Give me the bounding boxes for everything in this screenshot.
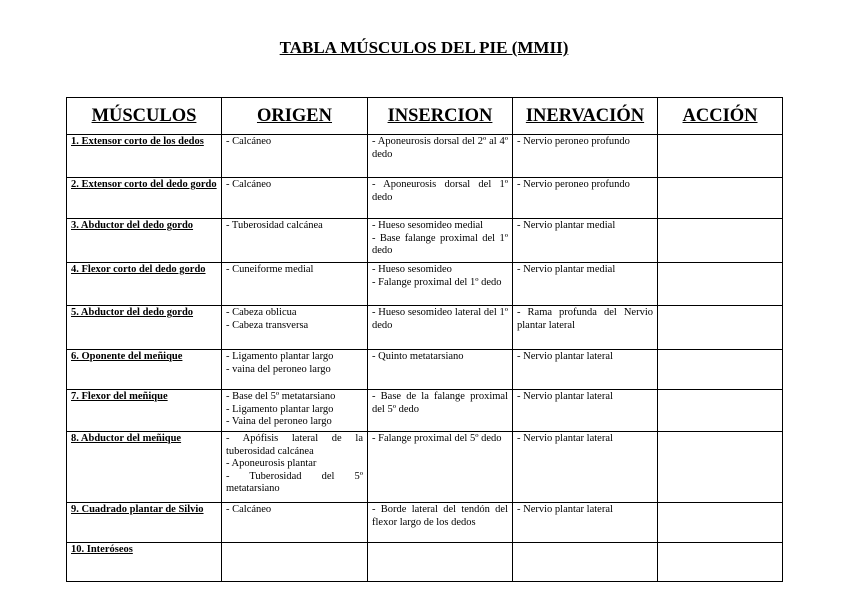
table-row	[67, 178, 783, 219]
origin-item: - Ligamento plantar largo	[226, 351, 334, 362]
origin-cell	[222, 219, 368, 263]
origin-item: - Tuberosidad del 5º metatarsiano	[226, 470, 363, 494]
insertion-cell	[368, 543, 513, 582]
insertion-cell	[368, 390, 513, 432]
action-cell	[658, 306, 783, 350]
insertion-cell	[368, 306, 513, 350]
action-cell	[658, 178, 783, 219]
insertion-item: - Hueso sesomideo	[372, 264, 452, 275]
origin-cell	[222, 350, 368, 390]
insertion-cell	[368, 350, 513, 390]
origin-item: - Ligamento plantar largo	[226, 403, 334, 415]
origin-cell	[222, 135, 368, 178]
origin-cell	[222, 503, 368, 543]
origin-item: - Apófisis lateral de la tuberosidad calcánea	[226, 433, 363, 457]
insertion-cell	[368, 178, 513, 219]
innervation-item: - Rama profunda del Nervio plantar lateral	[517, 307, 653, 331]
origin-item: - Cabeza transversa	[226, 319, 309, 331]
muscle-name: 3. Abductor del dedo gordo	[67, 219, 222, 263]
action-cell	[658, 219, 783, 263]
innervation-item: - Nervio peroneo profundo	[517, 179, 630, 190]
table-row	[67, 503, 783, 543]
header-inervacion: INERVACIÓN	[513, 98, 658, 135]
origin-item: - Cabeza oblicua	[226, 307, 297, 318]
innervation-item: - Nervio plantar medial	[517, 264, 616, 275]
insertion-item: - Hueso sesomideo medial	[372, 220, 484, 231]
muscle-name: 1. Extensor corto de los dedos	[67, 135, 222, 178]
insertion-item: - Base falange proximal del 1º dedo	[372, 232, 508, 256]
innervation-cell	[513, 135, 658, 178]
insertion-item: - Borde lateral del tendón del flexor largo de los dedos	[372, 504, 508, 528]
muscle-name: 10. Interóseos	[67, 543, 222, 582]
muscles-table	[66, 97, 783, 582]
origin-item: - Calcáneo	[226, 179, 272, 190]
insertion-item: - Aponeurosis dorsal del 1º dedo	[372, 179, 508, 203]
innervation-cell	[513, 219, 658, 263]
header-insercion: INSERCION	[368, 98, 513, 135]
innervation-cell	[513, 178, 658, 219]
action-cell	[658, 543, 783, 582]
table-row	[67, 135, 783, 178]
action-cell	[658, 503, 783, 543]
innervation-item: - Nervio plantar lateral	[517, 351, 613, 362]
innervation-cell	[513, 350, 658, 390]
muscle-name: 6. Oponente del meñique	[67, 350, 222, 390]
table-row	[67, 219, 783, 263]
innervation-item: - Nervio plantar medial	[517, 220, 616, 231]
muscle-name: 8. Abductor del meñique	[67, 432, 222, 503]
origin-item: - Calcáneo	[226, 504, 272, 515]
innervation-item: - Nervio plantar lateral	[517, 391, 613, 402]
muscle-name: 7. Flexor del meñique	[67, 390, 222, 432]
table-row	[67, 432, 783, 503]
table-row	[67, 350, 783, 390]
action-cell	[658, 263, 783, 306]
innervation-cell	[513, 306, 658, 350]
header-origen: ORIGEN	[222, 98, 368, 135]
muscle-name: 9. Cuadrado plantar de Silvio	[67, 503, 222, 543]
action-cell	[658, 135, 783, 178]
header-row	[67, 98, 783, 135]
table-row	[67, 543, 783, 582]
origin-item: - Cuneiforme medial	[226, 264, 314, 275]
insertion-item: - Hueso sesomideo lateral del 1º dedo	[372, 307, 508, 331]
insertion-item: - Falange proximal del 1º dedo	[372, 276, 502, 288]
origin-cell	[222, 543, 368, 582]
insertion-cell	[368, 503, 513, 543]
innervation-item: - Nervio plantar lateral	[517, 504, 613, 515]
insertion-item: - Falange proximal del 5º dedo	[372, 433, 502, 444]
insertion-item: - Base de la falange proximal del 5º dedo	[372, 391, 508, 415]
muscle-name: 5. Abductor del dedo gordo	[67, 306, 222, 350]
origin-cell	[222, 263, 368, 306]
muscle-name: 2. Extensor corto del dedo gordo	[67, 178, 222, 219]
insertion-cell	[368, 432, 513, 503]
innervation-cell	[513, 432, 658, 503]
origin-cell	[222, 390, 368, 432]
innervation-item: - Nervio peroneo profundo	[517, 136, 630, 147]
insertion-item: - Quinto metatarsiano	[372, 351, 464, 362]
innervation-cell	[513, 390, 658, 432]
origin-item: - Base del 5º metatarsiano	[226, 391, 336, 402]
insertion-cell	[368, 219, 513, 263]
origin-cell	[222, 306, 368, 350]
insertion-cell	[368, 135, 513, 178]
origin-item: - vaina del peroneo largo	[226, 363, 331, 375]
origin-item: - Tuberosidad calcánea	[226, 220, 323, 231]
header-musculos: MÚSCULOS	[67, 98, 222, 135]
header-accion: ACCIÓN	[658, 98, 783, 135]
table-row	[67, 263, 783, 306]
table-row	[67, 306, 783, 350]
innervation-cell	[513, 503, 658, 543]
action-cell	[658, 350, 783, 390]
origin-cell	[222, 432, 368, 503]
innervation-cell	[513, 263, 658, 306]
origin-item: - Aponeurosis plantar	[226, 458, 317, 469]
innervation-cell	[513, 543, 658, 582]
action-cell	[658, 390, 783, 432]
innervation-item: - Nervio plantar lateral	[517, 433, 613, 444]
origin-cell	[222, 178, 368, 219]
table-row	[67, 390, 783, 432]
origin-item: - Calcáneo	[226, 136, 272, 147]
muscle-name: 4. Flexor corto del dedo gordo	[67, 263, 222, 306]
action-cell	[658, 432, 783, 503]
origin-item: - Vaina del peroneo largo	[226, 416, 332, 427]
insertion-item: - Aponeurosis dorsal del 2º al 4º dedo	[372, 136, 508, 160]
document-title: TABLA MÚSCULOS DEL PIE (MMII)	[279, 38, 569, 57]
insertion-cell	[368, 263, 513, 306]
